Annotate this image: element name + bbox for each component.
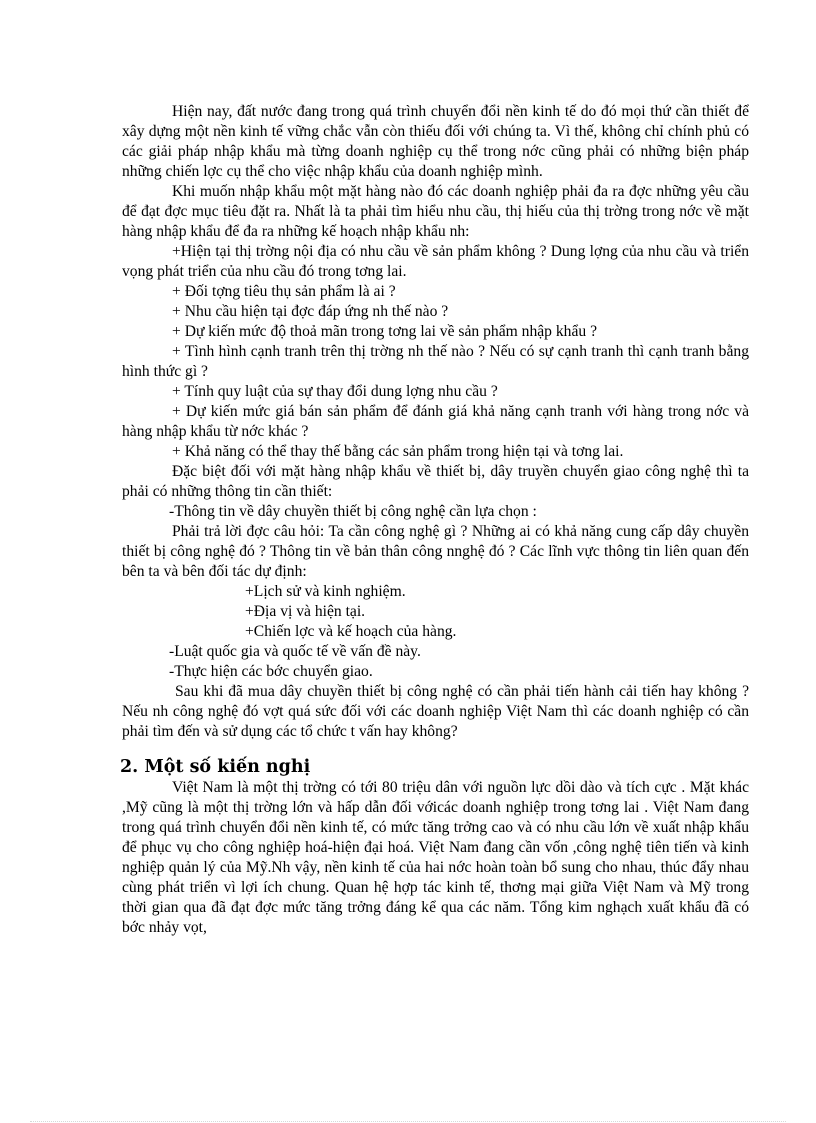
sub-item-strategy: +Chiến lợc và kế hoạch của hàng. <box>245 623 457 640</box>
paragraph-equipment: Đặc biệt đối với mặt hàng nhập khẩu về thiết bị, dây truyền chuyển giao công nghệ thì ta phải có những thông tin cần thiết: <box>122 463 749 500</box>
bullet-future-satisfaction: + Dự kiến mức độ thoả mãn trong tơng lai về sản phẩm nhập khẩu ? <box>172 323 597 340</box>
paragraph-competition: + Tình hình cạnh tranh trên thị trờng nh thế nào ? Nếu có sự cạnh tranh thì cạnh tranh bằng hình thức gì ? <box>122 343 749 380</box>
line-law: -Luật quốc gia và quốc tế về vấn đề này. <box>169 643 421 660</box>
document-page <box>122 102 749 938</box>
paragraph-import-needs: Khi muốn nhập khẩu một mặt hàng nào đó các doanh nghiệp phải đa ra đợc những yêu cầu để đạt đợc mục tiêu đặt ra. Nhất là ta phải tìm hiểu nhu cầu, thị hiếu của thị trờng trong nớc về mặt hàng nhập khẩu để đa ra những kế hoạch nhập khẩu nh: <box>122 183 749 240</box>
bullet-current-demand: + Nhu cầu hiện tại đợc đáp ứng nh thế nào ? <box>172 303 449 320</box>
line-technology-info: -Thông tin về dây chuyền thiết bị công nghệ cần lựa chọn : <box>169 503 537 520</box>
bullet-consumers: + Đối tợng tiêu thụ sản phẩm là ai ? <box>172 283 396 300</box>
sub-item-position: +Địa vị và hiện tại. <box>245 603 366 620</box>
paragraph-price: + Dự kiến mức giá bán sản phẩm để đánh giá khả năng cạnh tranh với hàng trong nớc và hàng nhập khẩu từ nớc khác ? <box>122 403 749 440</box>
bullet-demand-pattern: + Tính quy luật của sự thay đổi dung lợng nhu cầu ? <box>172 383 498 400</box>
page-bottom-divider <box>30 1121 786 1122</box>
paragraph-intro: Hiện nay, đất nước đang trong quá trình chuyển đổi nền kinh tế do đó mọi thứ cần thiết để xây dựng một nền kinh tế vững chắc vẫn còn thiếu đối với chúng ta. Vì thế, không chỉ chính phủ có các giải pháp nhập khẩu mà từng doanh nghiệp cụ thể trong nớc cũng phải có những biện pháp những chiến lợc cụ thể cho việc nhập khẩu của doanh nghiệp mình. <box>122 103 749 180</box>
sub-item-history: +Lịch sử và kinh nghiệm. <box>245 583 406 600</box>
line-transfer-steps: -Thực hiện các bớc chuyển giao. <box>169 663 373 680</box>
paragraph-domestic-market: +Hiện tại thị trờng nội địa có nhu cầu về sản phẩm không ? Dung lợng của nhu cầu và triển vọng phát triển của nhu cầu đó trong tơng lai. <box>122 243 749 280</box>
paragraph-questions: Phải trả lời đợc câu hỏi: Ta cần công nghệ gì ? Những ai có khả năng cung cấp dây chuyền thiết bị công nghệ đó ? Thông tin về bản thân công nnghệ đó ? Các lĩnh vực thông tin liên quan đến bên ta và bên đối tác dự định: <box>122 523 749 580</box>
paragraph-substitute: + Khả năng có thể thay thế bằng các sản phẩm trong hiện tại và tơng lai. <box>172 443 624 460</box>
paragraph-after-purchase: Sau khi đã mua dây chuyền thiết bị công nghệ có cần phải tiến hành cải tiến hay không ? Nếu nh công nghệ đó vợt quá sức đối với các doanh nghiệp Việt Nam thì các doanh nghiệp có cần phải tìm đến và sử dụng các tổ chức t vấn hay không? <box>122 683 749 740</box>
section-heading: 2. Một số kiến nghị <box>120 757 311 777</box>
paragraph-vietnam-market: Việt Nam là một thị trờng có tới 80 triệu dân với nguồn lực dồi dào và tích cực . Mặt khác ,Mỹ cũng là một thị trờng lớn và hấp dẫn đối vớicác doanh nghiệp trong tơng lai . Việt Nam đang trong quá trình chuyển đổi nền kinh tế, có mức tăng trởng cao và có nhu cầu lớn về xuất nhập khẩu để phục vụ cho công nghiệp hoá-hiện đại hoá. Việt Nam đang cần vốn ,công nghệ tiên tiến và kinh nghiệp quản lý của Mỹ.Nh vậy, nền kinh tế của hai nớc hoàn toàn bổ sung cho nhau, thúc đẩy nhau cùng phát triển vì lợi ích chung. Quan hệ hợp tác kinh tế, thơng mại giữa Việt Nam và Mỹ trong thời gian qua đã đạt đợc mức tăng trởng đáng kể qua các năm. Tổng kim nghạch xuất khẩu đã có bớc nhảy vọt, <box>122 779 749 936</box>
